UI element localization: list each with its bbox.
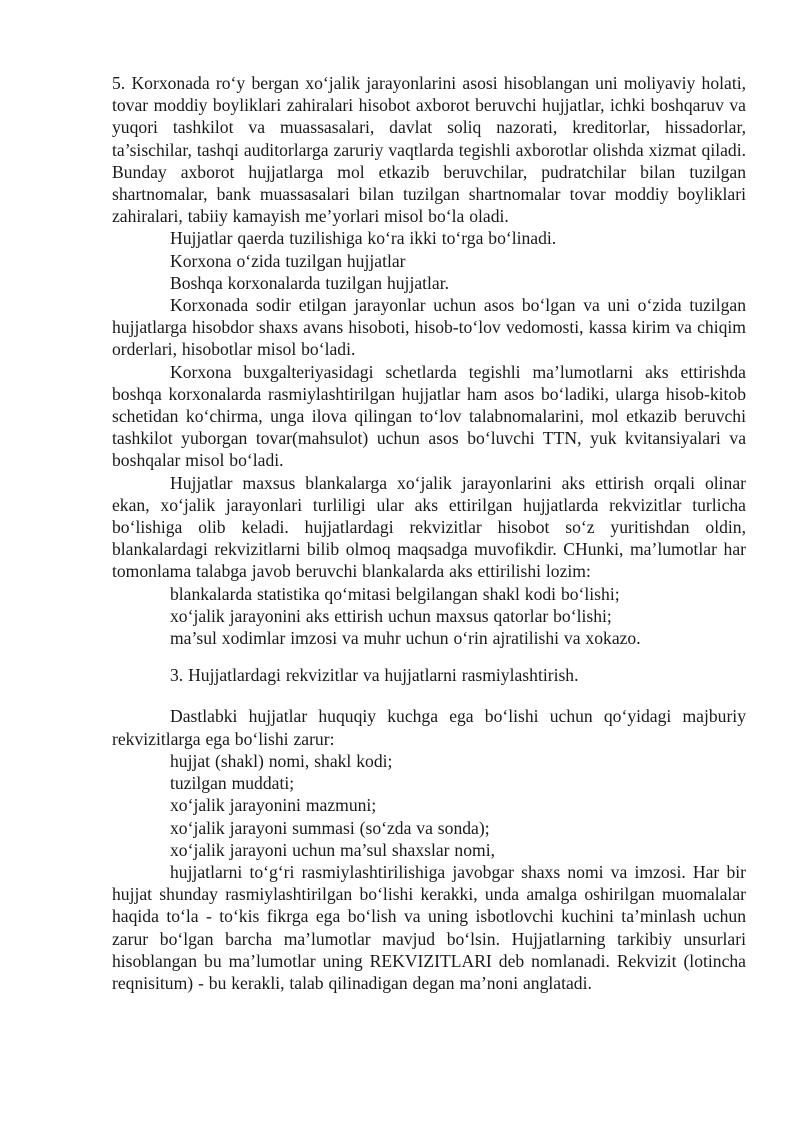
list-line: hujjat (shakl) nomi, shakl kodi; xyxy=(170,750,393,771)
section-heading: 3. Hujjatlardagi rekvizitlar va hujjatlarni rasmiylashtirish. xyxy=(170,665,579,686)
paragraph: Korxona buxgalteriyasidagi schetlarda tegishli ma’lumotlarni aks ettirishda boshqa korxonalarda rasmiylashtirilgan hujjatlar ham asos bo‘ladiki, ularga hisob-kitob schetidan ko‘chirma, unga ilova qilingan to‘lov talabnomalarini, mol etkazib beruvchi tashkilot yuborgan tovar(mahsulot) uchun asos bo‘luvchi TTN, yuk kvitansiyalari va boshqalar misol bo‘ladi. xyxy=(112,361,746,471)
list-line: xo‘jalik jarayonini aks ettirish uchun maxsus qatorlar bo‘lishi; xyxy=(170,605,612,626)
list-line: tuzilgan muddati; xyxy=(170,773,295,794)
list-line: xo‘jalik jarayoni summasi (so‘zda va sonda); xyxy=(170,817,490,838)
paragraph: Dastlabki hujjatlar huquqiy kuchga ega bo‘lishi uchun qo‘yidagi majburiy rekvizitlarga ega bo‘lishi zarur: xyxy=(112,706,746,749)
paragraph: hujjatlarni to‘g‘ri rasmiylashtirilishiga javobgar shaxs nomi va imzosi. Har bir hujjat shunday rasmiylashtirilgan bo‘lishi kerakki, unda amalga oshirilgan muomalalar haqida to‘la - to‘kis fikrga ega bo‘lish va uning isbotlovchi kuchini ta’minlash uchun zarur bo‘lgan barcha ma’lumotlar mavjud bo‘lsin. Hujjatlarning tarkibiy unsurlari hisoblangan bu ma’lumotlar uning REKVIZITLARI deb nomlanadi. Rekvizit (lotincha reqnisitum) - bu kerakli, talab qilinadigan degan ma’noni anglatadi. xyxy=(112,861,746,993)
list-line: blankalarda statistika qo‘mitasi belgilangan shakl kodi bo‘lishi; xyxy=(170,583,620,604)
paragraph: Boshqa korxonalarda tuzilgan hujjatlar. xyxy=(170,272,450,293)
list-line: xo‘jalik jarayoni uchun ma’sul shaxslar nomi, xyxy=(170,839,495,860)
paragraph: Korxona o‘zida tuzilgan hujjatlar xyxy=(170,250,406,271)
paragraph: Hujjatlar qaerda tuzilishiga ko‘ra ikki to‘rga bo‘linadi. xyxy=(170,228,557,249)
list-line: xo‘jalik jarayonini mazmuni; xyxy=(170,795,377,816)
paragraph: 5. Korxonada ro‘y bergan xo‘jalik jarayonlarini asosi hisoblangan uni moliyaviy holati, tovar moddiy boyliklari zahiralari hisobot axborot beruvchi hujjatlar, ichki boshqaruv va yuqori tashkilot va muassasalari, davlat soliq nazorati, kreditorlar, hissadorlar, ta’sischilar, tashqi auditorlarga zaruriy vaqtlarda tegishli axborotlar olishda xizmat qiladi. Bunday axborot hujjatlarga mol etkazib beruvchilar, pudratchilar bilan tuzilgan shartnomalar, bank muassasalari bilan tuzilgan shartnomalar tovar moddiy boyliklari zahiralari, tabiiy kamayish me’yorlari misol bo‘la oladi. xyxy=(112,73,746,227)
paragraph: Korxonada sodir etilgan jarayonlar uchun asos bo‘lgan va uni o‘zida tuzilgan hujjatlarga hisobdor shaxs avans hisoboti, hisob-to‘lov vedomosti, kassa kirim va chiqim orderlari, hisobotlar misol bo‘ladi. xyxy=(112,295,746,360)
paragraph: Hujjatlar maxsus blankalarga xo‘jalik jarayonlarini aks ettirish orqali olinar ekan, xo‘jalik jarayonlari turliligi ular aks ettirilgan hujjatlarda rekvizitlar turlicha bo‘lishiga olib keladi. hujjatlardagi rekvizitlar hisobot so‘z yuritishdan oldin, blankalardagi rekvizitlarni bilib olmoq maqsadga muvofikdir. CHunki, ma’lumotlar har tomonlama talabga javob beruvchi blankalarda aks ettirilishi lozim: xyxy=(112,472,746,582)
list-line: ma’sul xodimlar imzosi va muhr uchun o‘rin ajratilishi va xokazo. xyxy=(170,628,641,649)
